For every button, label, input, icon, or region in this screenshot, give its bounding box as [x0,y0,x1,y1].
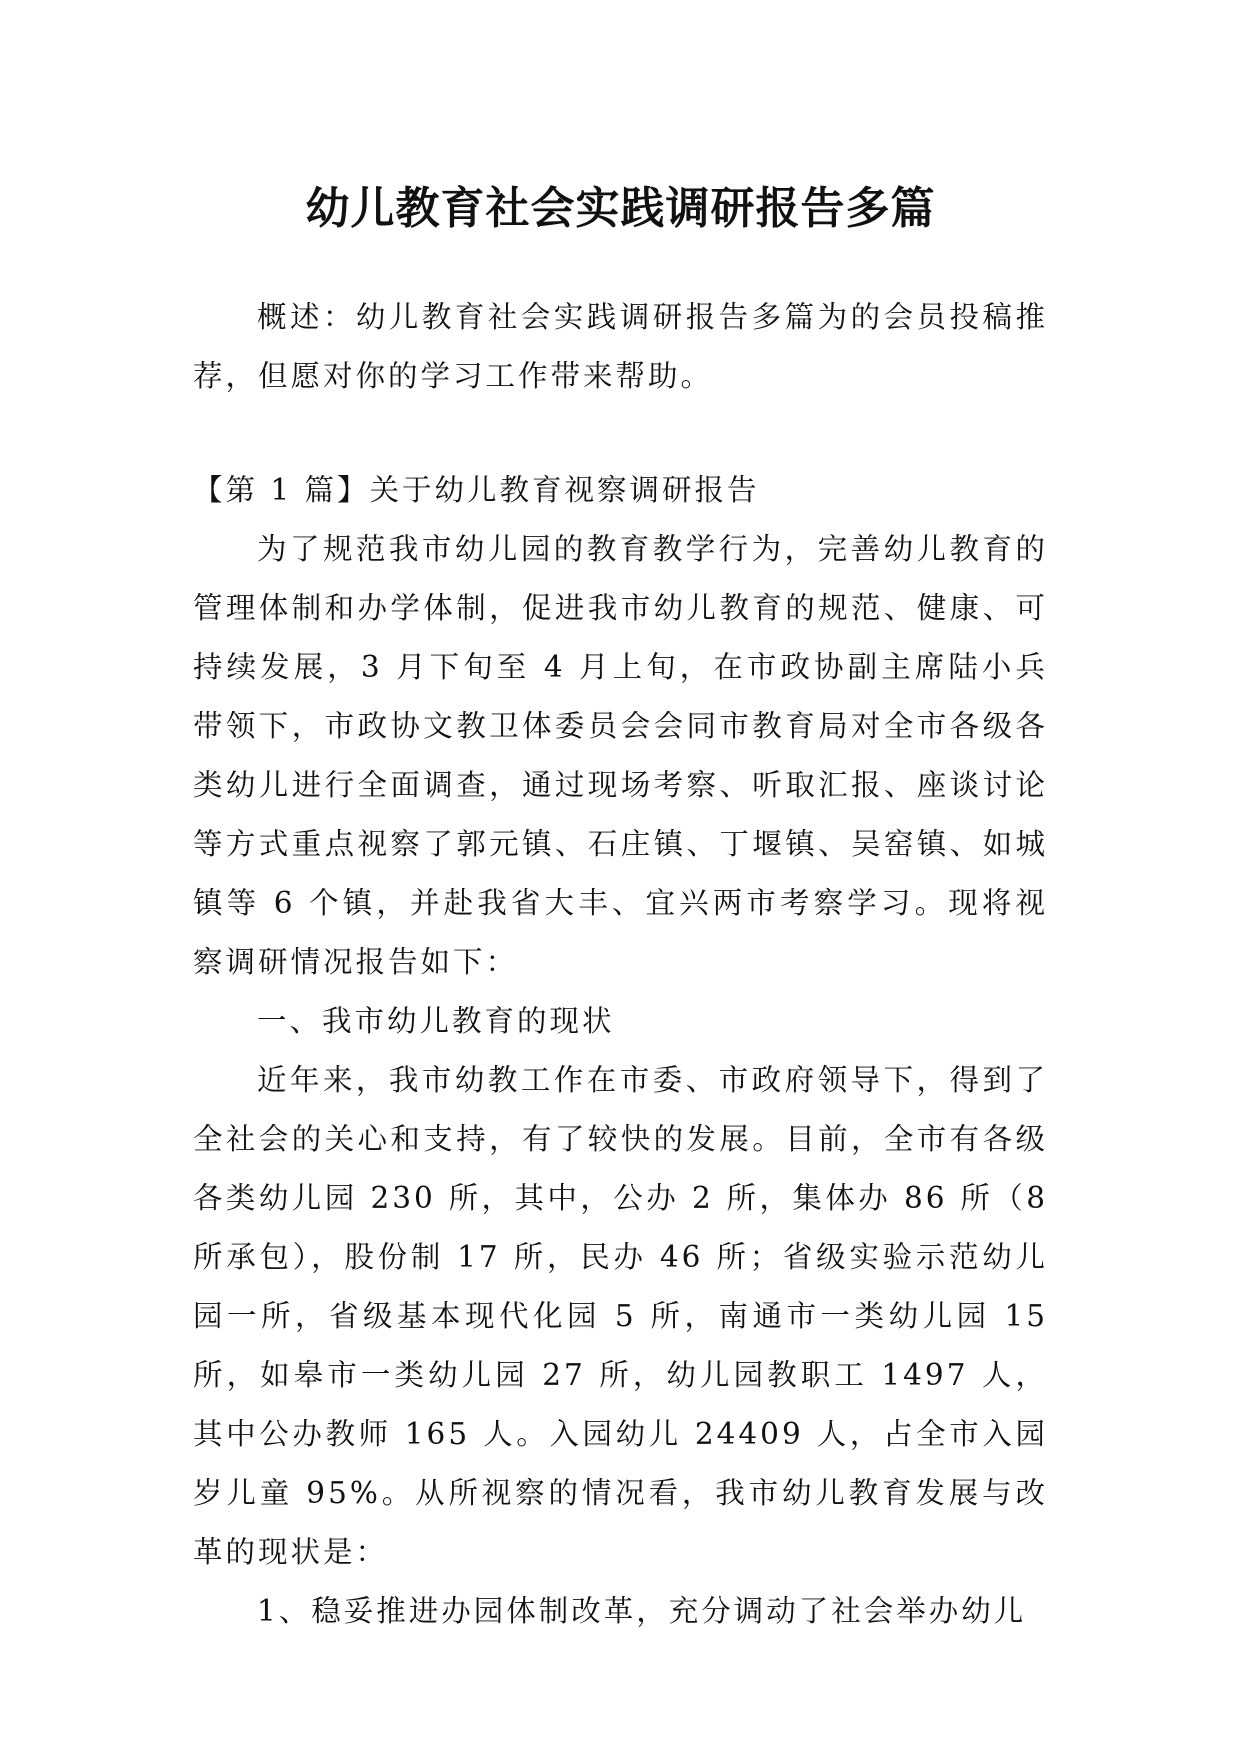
summary-paragraph: 概述：幼儿教育社会实践调研报告多篇为的会员投稿推荐，但愿对你的学习工作带来帮助。 [193,300,1048,393]
body-paragraph: 为了规范我市幼儿园的教育教学行为，完善幼儿教育的管理体制和办学体制，促进我市幼儿教育的规范、健康、可持续发展，3 月下旬至 4 月上旬，在市政协副主席陆小兵带领下，市政协文教卫体委员会会同市教育局对全市各级各类幼儿进行全面调查，通过现场考察、听取汇报、座谈讨论等方式重点视察了郭元镇、石庄镇、丁堰镇、吴窑镇、如城镇等 6 个镇，并赴我省大丰、宜兴两市考察学习。现将视察调研情况报告如下： [193,532,1048,979]
summary-block [193,288,1048,406]
body-paragraph: 1、稳妥推进办园体制改革，充分调动了社会举办幼儿 [257,1594,1027,1628]
body-paragraph: 近年来，我市幼教工作在市委、市政府领导下，得到了全社会的关心和支持，有了较快的发展。目前，全市有各级各类幼儿园 230 所，其中，公办 2 所，集体办 86 所（8 所承包），股份制 17 所，民办 46 所；省级实验示范幼儿园一所，省级基本现代化园 5 所，南通市一类幼儿园 15 所，如皋市一类幼儿园 27 所，幼儿园教职工 1497 人，其中公办教师 165 人。入园幼儿 24409 人，占全市入园岁儿童 95%。从所视察的情况看，我市幼儿教育发展与改革的现状是： [193,1063,1048,1569]
document-title: 幼儿教育社会实践调研报告多篇 [305,183,936,235]
section-heading: 一、我市幼儿教育的现状 [257,1004,615,1038]
article-heading: 【第 1 篇】关于幼儿教育视察调研报告 [193,473,760,507]
article-body [193,461,1048,1641]
